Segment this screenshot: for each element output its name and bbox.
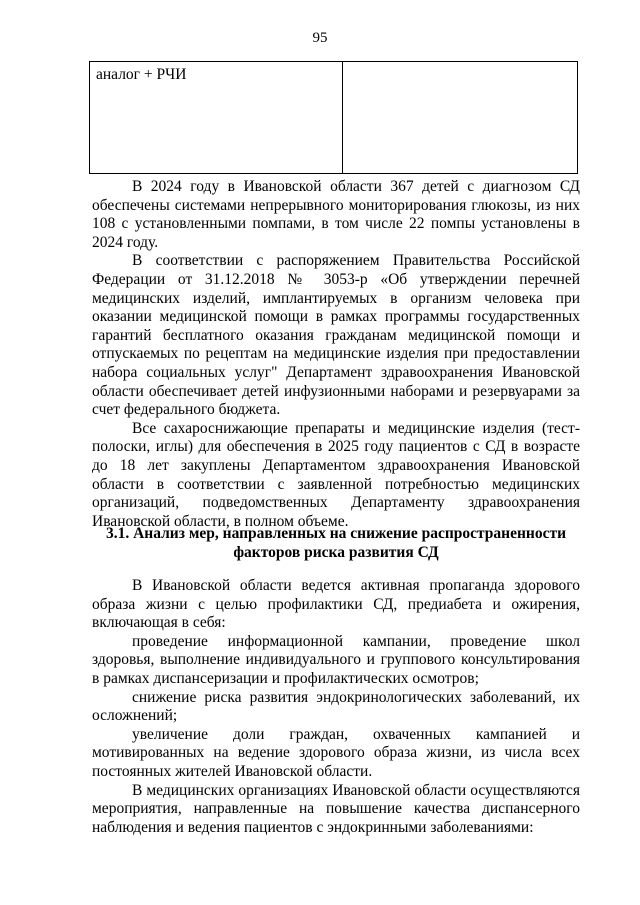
paragraph: В медицинских организациях Ивановской области осуществляются мероприятия, направленные на повышение качества диспансерного наблюдения и ведения пациентов с эндокринными заболеваниями: <box>92 781 580 836</box>
list-item: проведение информационной кампании, проведение школ здоровья, выполнение индивидуального и группового консультирования в рамках диспансеризации и профилактических осмотров; <box>92 632 580 687</box>
table-fragment <box>89 61 578 174</box>
paragraph: В 2024 году в Ивановской области 367 детей с диагнозом СД обеспечены системами непрерывного мониторирования глюкозы, из них 108 с установленными помпами, в том числе 22 помпы установлены в 2024 году. <box>92 178 580 251</box>
table-cell-left: аналог + РЧИ <box>90 62 343 173</box>
paragraph: Все сахароснижающие препараты и медицинские изделия (тест-полоски, иглы) для обеспечения в 2025 году пациентов с СД в возрасте до 18 лет закуплены Департаментом здравоохранения Ивановской области в соответствии с заявленной потребностью медицинских организаций, подведомственных Департаменту здравоохранения Ивановской области, в полном объеме. <box>92 419 580 530</box>
list-item: увеличение доли граждан, охваченных кампанией и мотивированных на ведение здорового образа жизни, из числа всех постоянных жителей Ивановской области. <box>92 725 580 780</box>
paragraph: В Ивановской области ведется активная пропаганда здорового образа жизни с целью профилактики СД, предиабета и ожирения, включающая в себя: <box>92 577 580 632</box>
list-item: снижение риска развития эндокринологических заболеваний, их осложнений; <box>92 688 580 725</box>
section-heading <box>92 525 580 562</box>
body-text-bottom <box>92 577 580 837</box>
page-number: 95 <box>312 30 328 46</box>
body-text-top <box>92 178 580 531</box>
section-heading-line: 3.1. Анализ мер, направленных на снижение распространенности <box>105 525 567 542</box>
table-cell-right <box>343 62 577 173</box>
section-heading-line: факторов риска развития СД <box>233 543 439 561</box>
paragraph: В соответствии с распоряжением Правительства Российской Федерации от 31.12.2018 № 3053-р «Об утверждении перечней медицинских изделий, имплантируемых в организм человека при оказании медицинской помощи в рамках программы государственных гарантий бесплатного оказания гражданам медицинской помощи и отпускаемых по рецептам на медицинские изделия при предоставлении набора социальных услуг" Департамент здравоохранения Ивановской области обеспечивает детей инфузионными наборами и резервуарами за счет федерального бюджета. <box>92 252 580 419</box>
